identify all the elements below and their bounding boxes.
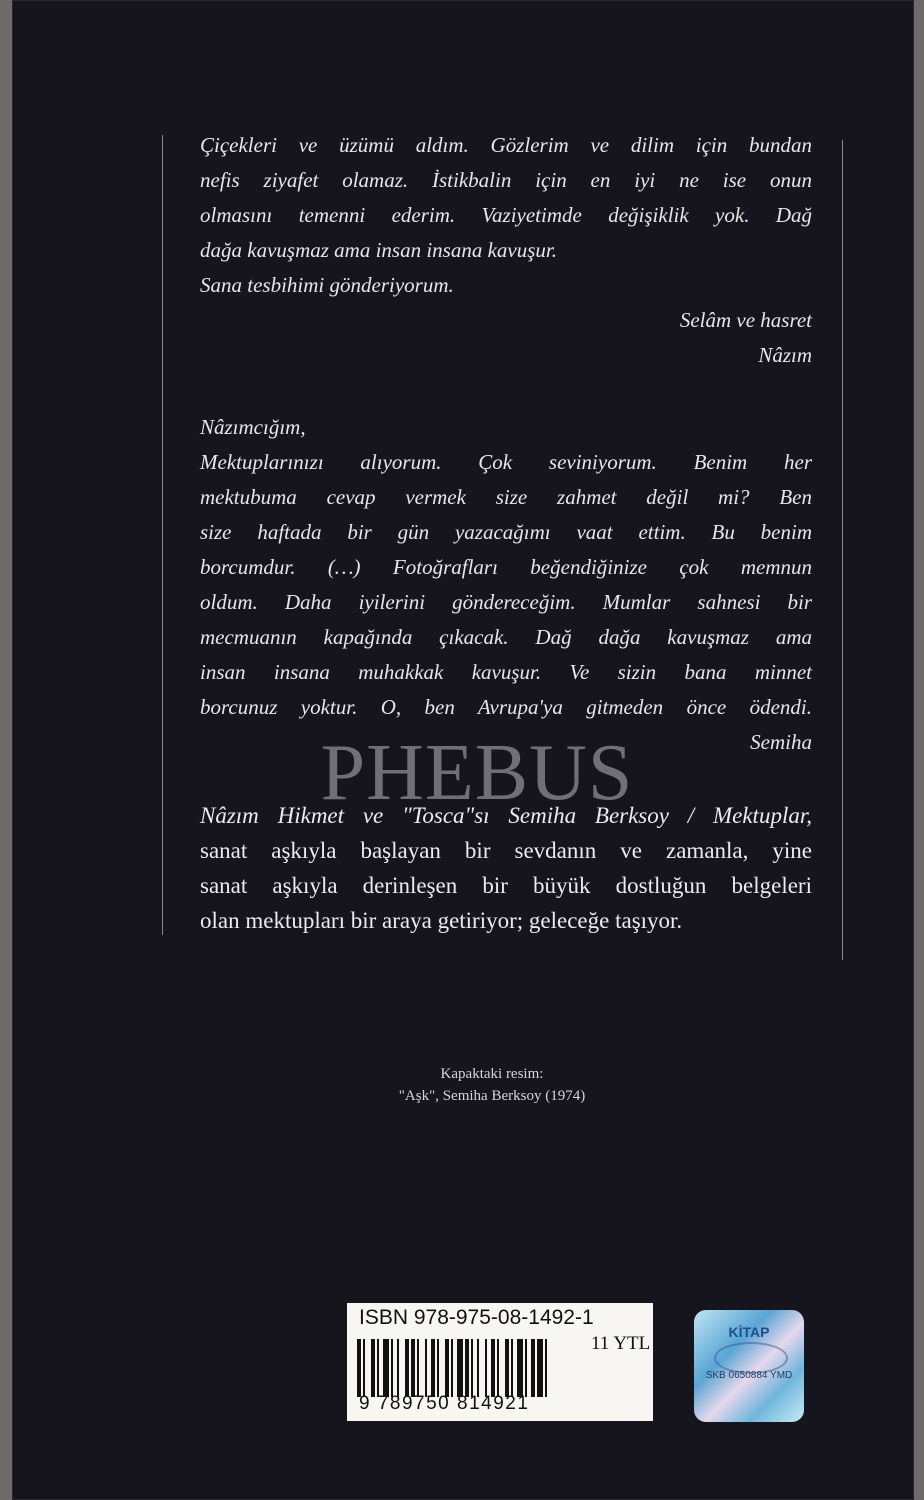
- credit-label: Kapaktaki resim:: [440, 1066, 544, 1082]
- letter-line: Sana tesbihimi gönderiyorum.: [200, 273, 454, 297]
- letter-line: size haftada bir gün yazacağımı vaat ettim. Bu benim: [200, 520, 812, 544]
- letter-line: Mektuplarınızı alıyorum. Çok seviniyorum. Benim her: [200, 450, 812, 474]
- credit-value: "Aşk", Semiha Berksoy (1974): [398, 1088, 586, 1104]
- letter-line: insan insana muhakkak kavuşur. Ve sizin bana minnet: [200, 660, 812, 684]
- letter-line: oldum. Daha iyilerini göndereceğim. Mumlar sahnesi bir: [200, 590, 812, 614]
- right-vertical-rule: [842, 140, 843, 960]
- letter-nazim: [200, 128, 812, 373]
- book-back-cover: [12, 0, 914, 1500]
- barcode-digits: 9 789750 814921: [359, 1393, 530, 1414]
- letter-line: mektubuma cevap vermek size zahmet değil mi? Ben: [200, 485, 812, 509]
- letter-closing: Selâm ve hasret: [679, 308, 812, 332]
- letter-signature: Semiha: [750, 730, 812, 754]
- letter-line: borcunuz yoktur. O, ben Avrupa'ya gitmeden önce ödendi.: [200, 695, 812, 719]
- book-description: [200, 798, 812, 938]
- hologram-code: SKB 0650884 YMD: [705, 1370, 793, 1381]
- left-vertical-rule: [162, 135, 163, 935]
- description-line: sanat aşkıyla derinleşen bir büyük dostluğun belgeleri: [200, 873, 812, 898]
- bandrol-hologram-sticker: [694, 1310, 804, 1422]
- letter-line: dağa kavuşmaz ama insan insana kavuşur.: [200, 238, 557, 262]
- price-text: 11 YTL: [591, 1333, 651, 1354]
- isbn-text: ISBN 978-975-08-1492-1: [359, 1306, 594, 1329]
- barcode-gap: [547, 1339, 551, 1397]
- isbn-barcode-label: [347, 1303, 653, 1421]
- letter-line: mecmuanın kapağında çıkacak. Dağ dağa kavuşmaz ama: [200, 625, 812, 649]
- description-line: sanat aşkıyla başlayan bir sevdanın ve zamanla, yine: [200, 838, 812, 863]
- description-title-line: Nâzım Hikmet ve "Tosca"sı Semiha Berksoy / Mektuplar,: [200, 803, 812, 828]
- letter-signature: Nâzım: [758, 343, 812, 367]
- description-line: olan mektupları bir araya getiriyor; geleceğe taşıyor.: [200, 908, 683, 933]
- cover-image-credit: [342, 1063, 642, 1107]
- letter-semiha: [200, 410, 812, 760]
- letter-line: borcumdur. (…) Fotoğrafları beğendiğinize çok memnun: [200, 555, 812, 579]
- hologram-title: KİTAP: [728, 1324, 770, 1340]
- letter-greeting: Nâzımcığım,: [200, 415, 306, 439]
- letter-line: nefis ziyafet olamaz. İstikbalin için en iyi ne ise onun: [200, 168, 812, 192]
- phebus-watermark: PHEBUS: [320, 729, 634, 817]
- barcode-bars: [357, 1339, 589, 1397]
- letter-line: Çiçekleri ve üzümü aldım. Gözlerim ve dilim için bundan: [200, 133, 812, 157]
- letter-line: olmasını temenni ederim. Vaziyetimde değişiklik yok. Dağ: [200, 203, 812, 227]
